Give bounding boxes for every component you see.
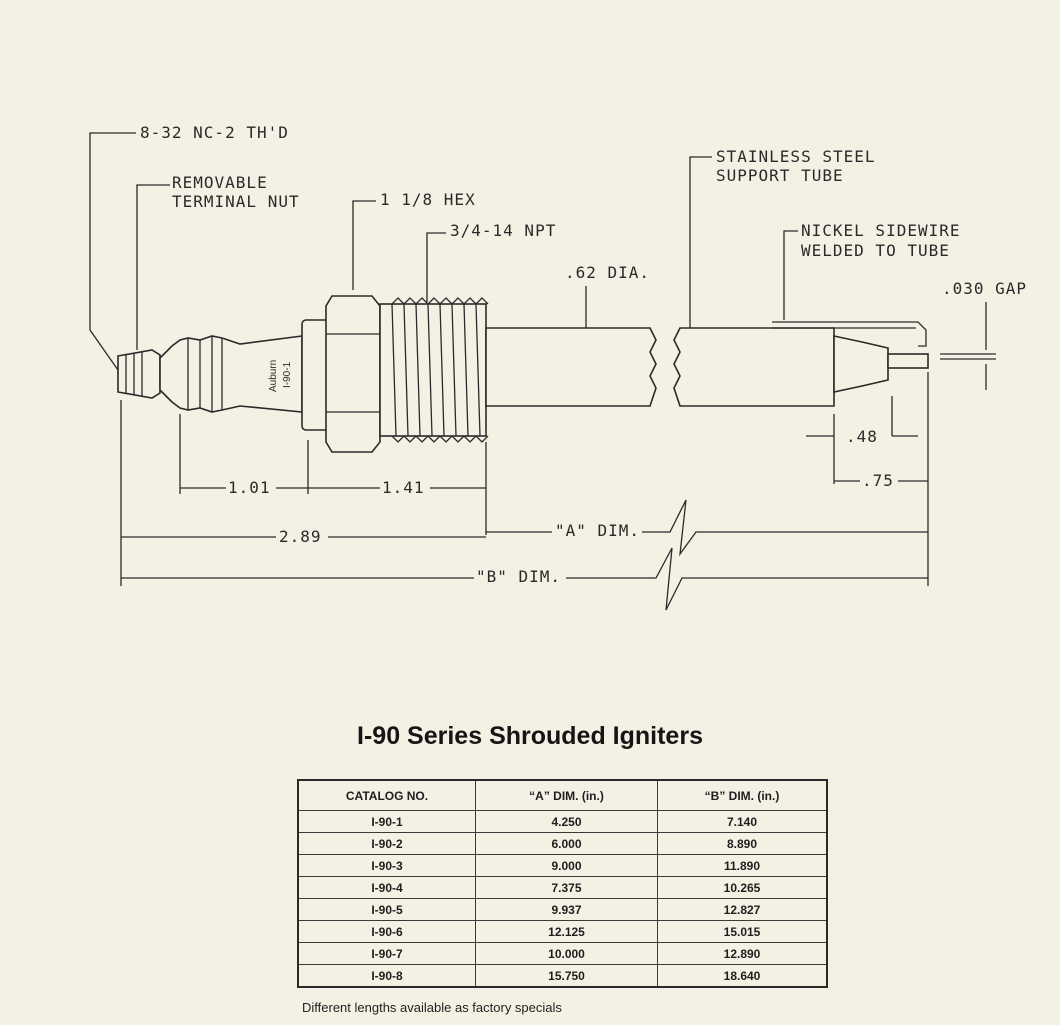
label-support-tube-1: STAINLESS STEEL [716, 147, 876, 166]
a-dim: 7.375 [476, 877, 658, 899]
a-dim: 9.000 [476, 855, 658, 877]
catalog-no: I-90-1 [298, 811, 476, 833]
footnote: Different lengths available as factory specials [302, 1000, 562, 1015]
label-terminal-nut-1: REMOVABLE [172, 173, 268, 192]
support-tube-right [674, 328, 834, 406]
label-support-tube-2: SUPPORT TUBE [716, 166, 844, 185]
hex-nut [326, 296, 380, 452]
dim-a: "A" DIM. [555, 521, 641, 540]
dim-1-01: 1.01 [228, 478, 271, 497]
catalog-no: I-90-7 [298, 943, 476, 965]
electrode-tip [834, 336, 888, 392]
dim-2-89: 2.89 [279, 527, 322, 546]
electrode-wire [888, 354, 928, 368]
table-row [298, 899, 827, 921]
b-dim: 12.890 [658, 943, 828, 965]
label-dia: .62 DIA. [565, 263, 651, 282]
dim-1-41: 1.41 [382, 478, 425, 497]
catalog-no: I-90-5 [298, 899, 476, 921]
table-row [298, 833, 827, 855]
dim-048: .48 [846, 427, 878, 446]
catalog-no: I-90-3 [298, 855, 476, 877]
label-terminal-nut-2: TERMINAL NUT [172, 192, 300, 211]
label-hex: 1 1/8 HEX [380, 190, 476, 209]
insulator [160, 336, 302, 412]
a-dim: 4.250 [476, 811, 658, 833]
b-dim: 12.827 [658, 899, 828, 921]
table-row [298, 921, 827, 943]
label-npt: 3/4-14 NPT [450, 221, 557, 240]
table-row [298, 877, 827, 899]
label-thread: 8-32 NC-2 TH'D [140, 123, 289, 142]
b-dim: 7.140 [658, 811, 828, 833]
terminal-nut [118, 350, 160, 398]
col-catalog-no: CATALOG NO. [298, 780, 476, 811]
col-b-dim: “B” DIM. (in.) [658, 780, 828, 811]
dim-b: "B" DIM. [476, 567, 562, 586]
col-a-dim: “A” DIM. (in.) [476, 780, 658, 811]
a-dim: 12.125 [476, 921, 658, 943]
page-title: I-90 Series Shrouded Igniters [357, 722, 703, 750]
b-dim: 11.890 [658, 855, 828, 877]
table-row [298, 811, 827, 833]
igniter-body [118, 296, 928, 452]
brand-mark: Auburn [268, 359, 279, 392]
dim-075: .75 [862, 471, 894, 490]
table-row [298, 855, 827, 877]
a-dim: 6.000 [476, 833, 658, 855]
dimensions [121, 372, 928, 610]
spec-table [297, 779, 828, 988]
label-sidewire-1: NICKEL SIDEWIRE [801, 221, 961, 240]
b-dim: 15.015 [658, 921, 828, 943]
b-dim: 18.640 [658, 965, 828, 988]
model-mark: I-90-1 [282, 361, 293, 388]
a-dim: 9.937 [476, 899, 658, 921]
catalog-no: I-90-2 [298, 833, 476, 855]
b-dim: 8.890 [658, 833, 828, 855]
a-dim: 10.000 [476, 943, 658, 965]
table-header-row [298, 780, 827, 811]
table-row [298, 943, 827, 965]
table-row [298, 965, 827, 988]
catalog-no: I-90-4 [298, 877, 476, 899]
a-dim: 15.750 [476, 965, 658, 988]
b-dim: 10.265 [658, 877, 828, 899]
label-sidewire-2: WELDED TO TUBE [801, 241, 950, 260]
catalog-no: I-90-8 [298, 965, 476, 988]
catalog-no: I-90-6 [298, 921, 476, 943]
label-gap: .030 GAP [942, 279, 1028, 298]
support-tube-left [486, 328, 656, 406]
